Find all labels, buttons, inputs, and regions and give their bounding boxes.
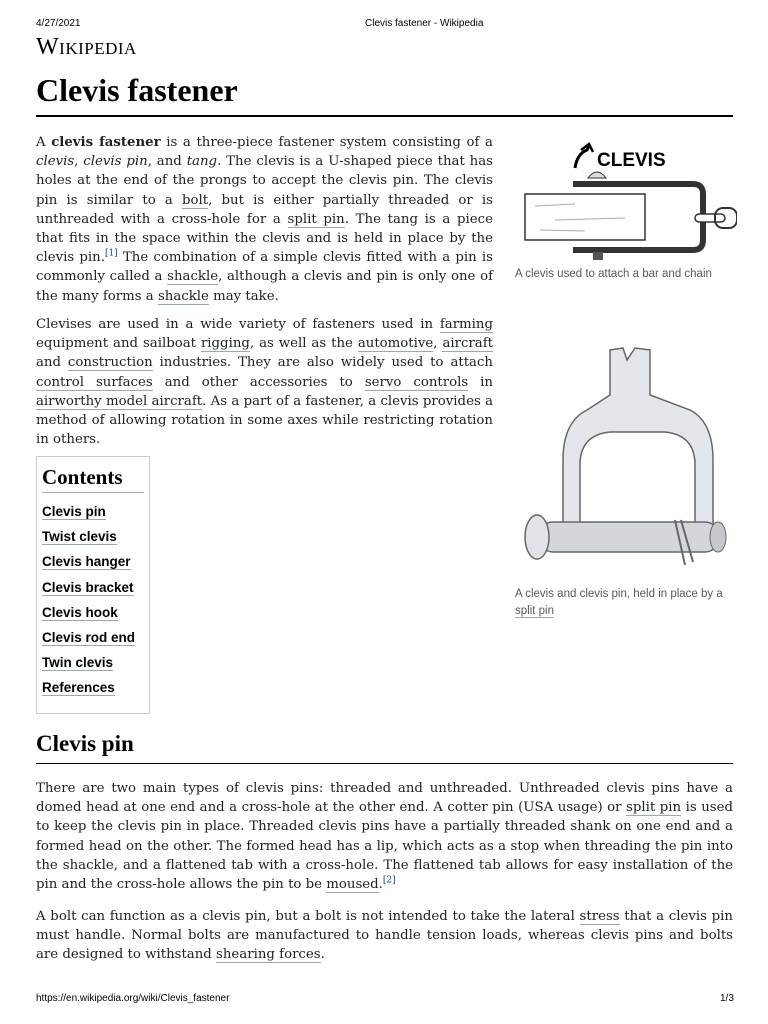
- inline-link[interactable]: construction: [67, 355, 153, 371]
- inline-link[interactable]: split pin: [287, 211, 345, 227]
- bold-term: clevis fastener: [51, 135, 161, 150]
- text-run: .: [378, 877, 383, 893]
- text-run: , as well as the: [249, 336, 358, 352]
- text-run: may take.: [208, 288, 279, 304]
- print-page-title: Clevis fastener - Wikipedia: [365, 18, 484, 29]
- inline-link[interactable]: split pin: [626, 800, 682, 816]
- inline-link[interactable]: moused: [326, 877, 379, 893]
- text-run: and: [36, 355, 68, 371]
- toc-item[interactable]: [42, 549, 144, 574]
- section-heading-clevis-pin: Clevis pin: [36, 731, 134, 756]
- text-run: is a three-piece fastener system consisting of a: [160, 135, 493, 150]
- text-run: equipment and sailboat: [36, 336, 201, 352]
- title-divider: [36, 115, 733, 117]
- section-divider: [36, 763, 733, 764]
- print-url: https://en.wikipedia.org/wiki/Clevis_fastener: [36, 993, 230, 1004]
- text-run: . The clevis is a U-shaped piece that has holes at the end of the prongs to accept the clevis pin. The clevis pin is similar to a: [36, 154, 493, 208]
- figure-clevis-bar-chain: [515, 140, 737, 283]
- toc-item[interactable]: [42, 625, 144, 650]
- text-run: , although a clevis and pin is only one of the many forms a: [36, 269, 493, 304]
- text-run: that a clevis pin must handle. Normal bolts are manufactured to handle tension loads, whereas clevis pins and bolts are designed to withstand: [36, 909, 733, 963]
- inline-link[interactable]: control surfaces: [36, 374, 153, 390]
- text-run: ,: [433, 336, 443, 352]
- clevis-diagram-image: [515, 140, 737, 260]
- toc-item[interactable]: [42, 600, 144, 625]
- toc-item-label: Clevis pin: [42, 504, 106, 519]
- text-run: There are two main types of clevis pins: threaded and unthreaded. Unthreaded clevis pins have a domed head at one end and a cross-hole at the other end. A cotter pin (USA usage) or: [36, 781, 733, 816]
- text-run: and other accessories to: [152, 374, 365, 390]
- inline-link[interactable]: shackle: [157, 288, 209, 304]
- table-of-contents: [36, 456, 150, 714]
- text-run: . As a part of a fastener, a clevis provides a method of allowing rotation in some axes while restricting rotation in others.: [36, 393, 493, 448]
- page-number: 1/3: [720, 993, 734, 1004]
- clevis-pin-image: [515, 340, 737, 580]
- inline-link[interactable]: bolt: [182, 192, 209, 208]
- text-run: A: [36, 135, 52, 150]
- split-pin-link[interactable]: split pin: [515, 605, 554, 617]
- text-run: . The tang is a piece that fits in the space within the clevis and is held in place by the clevis pin.: [36, 211, 493, 266]
- toc-item[interactable]: [42, 675, 144, 700]
- toc-item-label: Twist clevis: [42, 529, 117, 545]
- caption-text: A clevis and clevis pin, held in place by a: [515, 588, 723, 600]
- text-run: A bolt can function as a clevis pin, but a bolt is not intended to take the lateral: [36, 909, 580, 924]
- inline-link[interactable]: shearing forces: [216, 947, 321, 963]
- print-date: 4/27/2021: [36, 18, 81, 29]
- wikipedia-logo[interactable]: Wikipedia: [36, 34, 137, 60]
- page-title: Clevis fastener: [36, 72, 238, 108]
- text-run: ,: [74, 154, 84, 170]
- inline-link[interactable]: aircraft: [442, 336, 493, 352]
- text-run: is used to keep the clevis pin in place. Threaded clevis pins have a partially threaded shank on one end and a formed head on the other. The formed head has a lip, which acts as a stop when threading the pin into the shackle, and a flattened tab with a cross-hole. The flattened tab allows for easy installation of the pin and the cross-hole allows the pin to be: [36, 800, 733, 893]
- figure-caption: A clevis used to attach a bar and chain: [515, 268, 712, 280]
- toc-item-label: Clevis rod end: [42, 630, 136, 646]
- text-run: Clevises are used in a wide variety of fasteners used in: [36, 317, 440, 332]
- intro-paragraph-2: [36, 315, 493, 449]
- clevis-pin-paragraph-2: [36, 907, 733, 965]
- inline-link[interactable]: automotive: [357, 336, 434, 352]
- toc-item-label: References: [42, 680, 115, 696]
- reference-link[interactable]: [1]: [104, 248, 118, 259]
- toc-item-label: Twin clevis: [42, 655, 114, 671]
- toc-item[interactable]: [42, 650, 144, 675]
- text-run: , but is either partially threaded or is unthreaded with a cross-hole for a: [36, 192, 493, 227]
- inline-link[interactable]: airworthy model aircraft: [36, 393, 203, 409]
- reference-link[interactable]: [2]: [382, 875, 396, 886]
- inline-link[interactable]: servo controls: [364, 374, 469, 390]
- italic-term: clevis pin: [83, 154, 148, 170]
- toc-item[interactable]: [42, 499, 144, 524]
- text-run: .: [320, 947, 325, 963]
- toc-item-label: Clevis bracket: [42, 579, 134, 595]
- toc-item-label: Clevis hanger: [42, 554, 131, 570]
- figure-clevis-and-pin: [515, 340, 737, 620]
- toc-item-label: Clevis hook: [42, 604, 118, 620]
- clevis-label: CLEVIS: [597, 150, 666, 171]
- italic-term: tang: [186, 154, 218, 170]
- clevis-pin-paragraph-1: [36, 779, 733, 894]
- inline-link[interactable]: farming: [439, 317, 493, 332]
- toc-item[interactable]: [42, 575, 144, 600]
- text-run: , and: [147, 154, 187, 170]
- intro-paragraph-1: [36, 133, 493, 306]
- text-run: in: [468, 374, 493, 390]
- italic-term: clevis: [36, 154, 75, 170]
- inline-link[interactable]: stress: [579, 909, 620, 924]
- text-run: The combination of a simple clevis fitted with a pin is commonly called a: [36, 250, 493, 285]
- inline-link[interactable]: shackle: [167, 269, 219, 285]
- toc-item[interactable]: [42, 524, 144, 549]
- figure-caption: [515, 586, 737, 620]
- text-run: industries. They are also widely used to attach: [152, 355, 493, 371]
- toc-title: Contents: [42, 465, 144, 493]
- inline-link[interactable]: rigging: [200, 336, 250, 352]
